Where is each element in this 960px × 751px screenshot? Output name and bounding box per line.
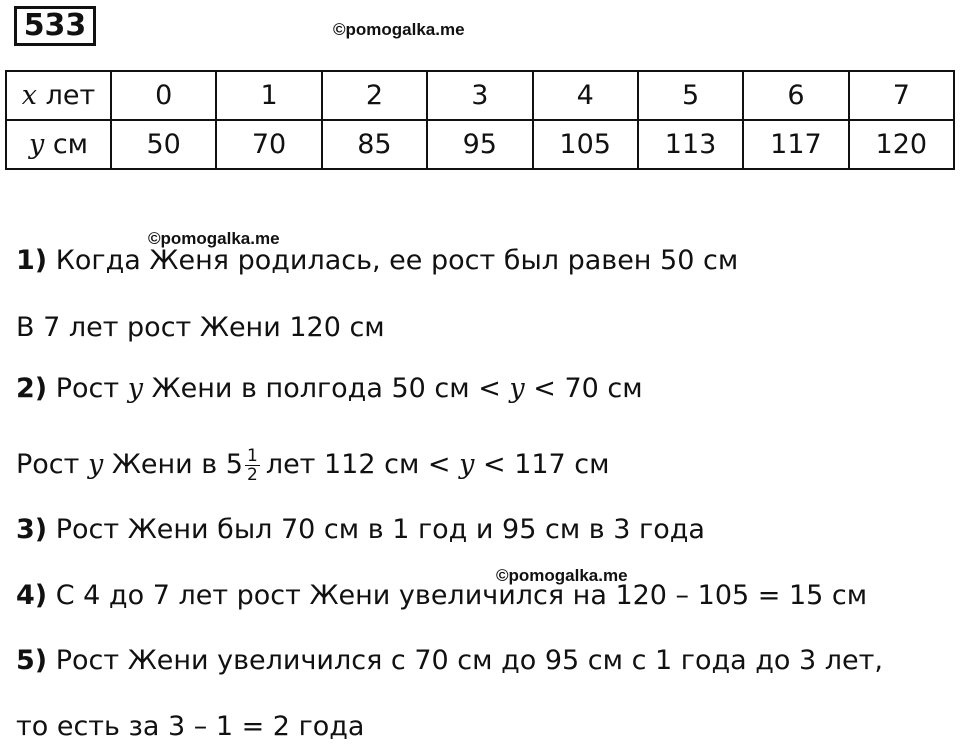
variable-y: y	[87, 449, 104, 480]
table-cell: 113	[638, 120, 743, 169]
table-row-y	[6, 120, 954, 169]
watermark: ©pomogalka.me	[496, 566, 628, 585]
answer-1-extra: В 7 лет рост Жени 120 см	[16, 312, 385, 343]
table-cell: 2	[322, 71, 427, 120]
watermark: ©pomogalka.me	[333, 20, 465, 39]
row-header-y: y см	[6, 120, 111, 169]
row-header-x: x лет	[6, 71, 111, 120]
table-cell: 117	[743, 120, 848, 169]
answer-3	[16, 514, 705, 545]
table-row-x	[6, 71, 954, 120]
answer-number: 4)	[16, 580, 48, 611]
answer-number: 1)	[16, 245, 48, 276]
table-cell: 50	[111, 120, 216, 169]
table-cell: 85	[322, 120, 427, 169]
answer-number: 3)	[16, 514, 48, 545]
watermark: ©pomogalka.me	[148, 229, 280, 248]
table-cell: 5	[638, 71, 743, 120]
answer-number: 2)	[16, 373, 48, 404]
problem-number: 533	[14, 6, 96, 46]
fraction: $\frac{1}{2}$	[246, 446, 258, 485]
table-cell: 6	[743, 71, 848, 120]
answer-4	[16, 580, 867, 611]
answer-text: С 4 до 7 лет рост Жени увеличился на 120 – 105 = 15 см	[55, 580, 868, 611]
answer-5-extra: то есть за 3 – 1 = 2 года	[16, 711, 365, 742]
table-cell: 70	[216, 120, 321, 169]
table-cell: 1	[216, 71, 321, 120]
table-cell: 3	[427, 71, 532, 120]
table-cell: 7	[849, 71, 954, 120]
answer-text: Рост Жени увеличился с 70 см до 95 см с 1 года до 3 лет,	[55, 645, 883, 676]
table-cell: 95	[427, 120, 532, 169]
answer-text: Рост Жени был 70 см в 1 год и 95 см в 3 года	[55, 514, 705, 545]
answer-5	[16, 645, 883, 676]
table-cell: 0	[111, 71, 216, 120]
answer-number: 5)	[16, 645, 48, 676]
variable-y: y	[509, 373, 525, 404]
table-cell: 105	[533, 120, 638, 169]
variable-y: y	[459, 449, 475, 480]
variable-y: y	[127, 373, 143, 404]
answer-text: Когда Женя родилась, ее рост был равен 50 см	[55, 245, 739, 276]
answer-1	[16, 245, 738, 276]
table-cell: 4	[533, 71, 638, 120]
data-table	[5, 70, 955, 170]
answer-2-extra: Рост y Жени в 5 $\frac{1}{2}$ лет 112 см < y < 117 см	[16, 446, 610, 485]
answer-2: 2) Рост y Жени в полгода 50 см < y < 70 см	[16, 373, 643, 404]
table-cell: 120	[849, 120, 954, 169]
